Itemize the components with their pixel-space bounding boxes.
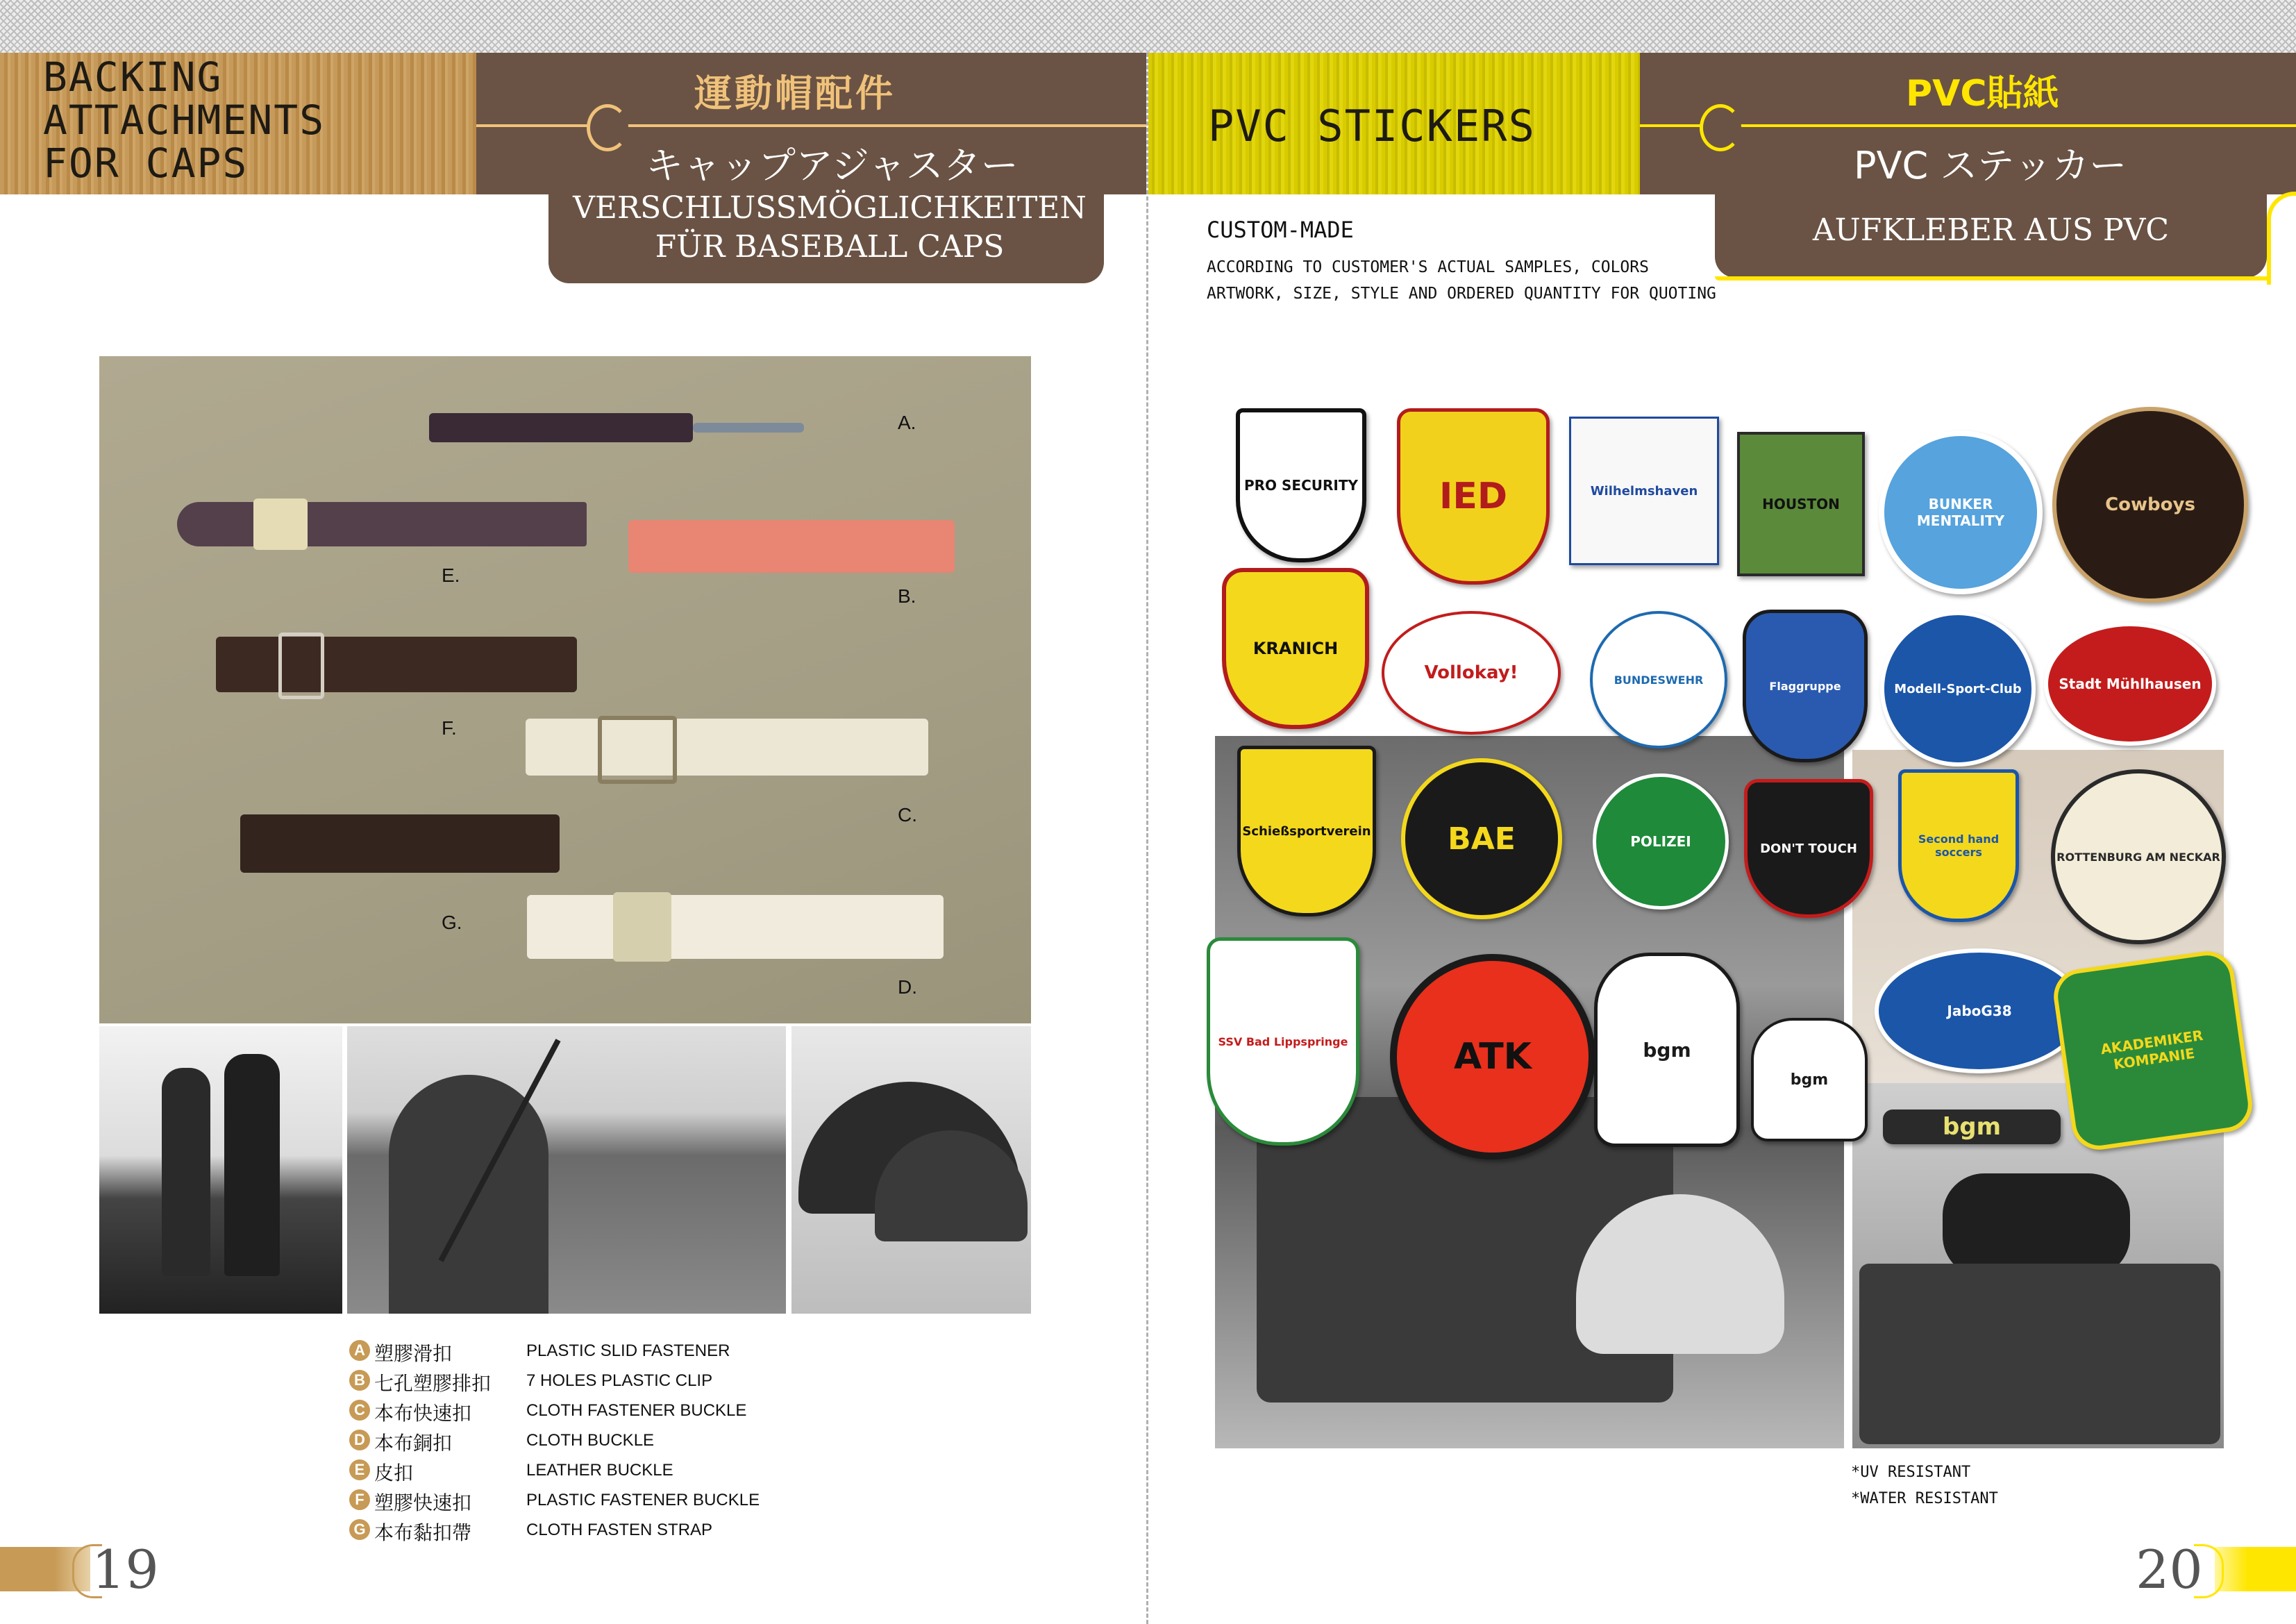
left-title-line: BACKING (43, 53, 223, 101)
caps-photo (791, 1026, 1031, 1314)
note-water-resistant: *WATER RESISTANT (1851, 1490, 1998, 1507)
left-title-line: FOR CAPS (43, 140, 249, 187)
legend-row-e (349, 1457, 835, 1484)
right-header-ring (1700, 104, 1741, 151)
sticker-modell-sport-club (1880, 611, 2036, 767)
legend-english: CLOTH BUCKLE (526, 1431, 655, 1450)
sticker-text: IED (1439, 476, 1508, 517)
left-german-line: FÜR BASEBALL CAPS (655, 229, 1005, 265)
hiker-silhouette (224, 1054, 280, 1276)
sticker-pro-security (1236, 408, 1366, 562)
right-title-japanese: PVC ステッカー (1854, 144, 2127, 187)
sticker-text: bgm (1942, 1113, 2002, 1141)
sticker-wilhelmshaven (1569, 417, 1719, 565)
sticker-text: Cowboys (2105, 494, 2195, 515)
legend-letter: G (349, 1519, 370, 1540)
sticker-dont-touch (1744, 779, 1873, 918)
right-page-number: 20 (2136, 1539, 2203, 1600)
strap-f-buckle (278, 633, 324, 699)
item-label-a: A. (898, 412, 916, 433)
note-uv-resistant: *UV RESISTANT (1851, 1464, 1971, 1481)
sticker-text: BUNKER MENTALITY (1916, 496, 2005, 529)
sticker-text: AKADEMIKER KOMPANIE (2100, 1026, 2204, 1073)
left-title-chinese: 運動帽配件 (694, 72, 896, 115)
sticker-polizei (1593, 773, 1729, 910)
sticker-text: BUNDESWEHR (1614, 673, 1704, 687)
sticker-text: Second hand soccers (1918, 832, 2000, 859)
sticker-text: KRANICH (1252, 639, 1339, 658)
sticker-text: POLIZEI (1630, 833, 1691, 850)
cap-fasteners-photo (99, 356, 1031, 1023)
legend-letter: F (349, 1489, 370, 1510)
sticker-rottenburg (2051, 769, 2226, 944)
legend-english: 7 HOLES PLASTIC CLIP (526, 1371, 713, 1390)
right-header-underline (1715, 276, 2296, 281)
sticker-text: Stadt Mühlhausen (2059, 676, 2202, 692)
legend-row-d (349, 1427, 835, 1455)
sticker-bundeswehr (1590, 611, 1727, 748)
sticker-schiesssportverein (1237, 746, 1376, 916)
right-title-chinese: PVC貼紙 (1906, 73, 2059, 115)
top-pattern-band (0, 0, 2296, 53)
item-label-c: C. (898, 804, 917, 826)
sticker-text: PRO SECURITY (1244, 477, 1358, 494)
sticker-atk (1390, 954, 1595, 1160)
legend-letter: D (349, 1430, 370, 1450)
sticker-text: BAE (1448, 821, 1516, 857)
sticker-bgm-character-large (1594, 953, 1740, 1147)
legend-english: PLASTIC FASTENER BUCKLE (526, 1491, 760, 1509)
left-header-ring (587, 104, 628, 151)
right-title-german: AUFKLEBER AUS PVC (1812, 212, 2170, 248)
left-title-german (555, 189, 1104, 267)
sticker-akademiker-kompanie (2050, 948, 2256, 1153)
legend-english: CLOTH FASTENER BUCKLE (526, 1401, 747, 1420)
legend-chinese: 七孔塑膠排扣 (374, 1372, 492, 1395)
right-page-number-bar (2215, 1547, 2296, 1591)
sticker-text: Modell-Sport-Club (1894, 681, 2022, 696)
sticker-cowboys (2052, 407, 2248, 603)
sticker-text: DON'T TOUCH (1760, 841, 1857, 856)
item-label-e: E. (442, 564, 460, 586)
sticker-kranich (1222, 568, 1369, 729)
legend-letter: E (349, 1459, 370, 1480)
hiker-silhouette (162, 1068, 210, 1276)
sticker-ied (1397, 408, 1550, 585)
strap-g-velcro (240, 814, 560, 873)
legend-chinese: 皮扣 (374, 1462, 414, 1484)
left-title-line: ATTACHMENTS (43, 97, 326, 144)
sticker-text: Vollokay! (1424, 662, 1518, 683)
custom-made-heading: CUSTOM-MADE (1207, 217, 1354, 243)
sticker-bae (1401, 758, 1562, 919)
legend-chinese: 本布銅扣 (374, 1432, 453, 1455)
legend-chinese: 本布黏扣帶 (374, 1521, 472, 1544)
custom-made-line: ACCORDING TO CUSTOMER'S ACTUAL SAMPLES, COLORS (1207, 258, 1649, 276)
strap-a-end (693, 423, 804, 433)
sticker-text: ATK (1454, 1036, 1532, 1078)
hikers-photo (99, 1026, 342, 1314)
sticker-bunker-mentality (1879, 430, 2043, 594)
item-label-f: F. (442, 717, 457, 739)
left-header-divider (476, 124, 1146, 127)
sticker-bgm-logo (1883, 1110, 2061, 1144)
case-shape (1859, 1264, 2220, 1444)
sticker-nwdsb (1382, 611, 1561, 735)
strap-b-pink-clip (628, 520, 955, 573)
sticker-text: Wilhelmshaven (1590, 483, 1698, 499)
sticker-flaggruppe (1743, 610, 1868, 762)
item-label-d: D. (898, 976, 917, 998)
legend-english: CLOTH FASTEN STRAP (526, 1521, 713, 1539)
strap-d-loop (613, 892, 671, 962)
legend-row-g (349, 1516, 835, 1544)
legend-chinese: 塑膠滑扣 (374, 1342, 453, 1365)
legend-letter: A (349, 1340, 370, 1361)
fishing-photo (347, 1026, 786, 1314)
right-header-corner (2267, 192, 2296, 285)
sticker-jabog38 (1875, 948, 2084, 1073)
legend-english: LEATHER BUCKLE (526, 1461, 673, 1480)
sticker-text: ROTTENBURG AM NECKAR (2056, 850, 2220, 864)
legend-row-b (349, 1367, 835, 1395)
sticker-houston (1737, 432, 1865, 576)
page-fold-line (1146, 53, 1148, 1624)
sticker-second-hand-soccers (1898, 769, 2019, 922)
legend-chinese: 本布快速扣 (374, 1402, 472, 1425)
strap-d-white-cloth (527, 895, 944, 959)
custom-made-line: ARTWORK, SIZE, STYLE AND ORDERED QUANTITY FOR QUOTING (1207, 285, 1716, 303)
legend-row-f (349, 1487, 835, 1514)
strap-f-dark-cloth (216, 637, 577, 692)
sticker-text: HOUSTON (1762, 496, 1840, 512)
angler-silhouette (389, 1075, 548, 1314)
right-page-title: PVC STICKERS (1208, 101, 1536, 151)
strap-e-loop (253, 499, 308, 550)
strap-c-white-cloth (526, 719, 928, 776)
sticker-text: JaboG38 (1947, 1003, 2012, 1019)
legend-english: PLASTIC SLID FASTENER (526, 1341, 730, 1360)
legend-letter: C (349, 1400, 370, 1421)
legend-row-c (349, 1397, 835, 1425)
strap-c-buckle (598, 716, 677, 784)
sticker-text: SSV Bad Lippspringe (1218, 1035, 1348, 1048)
sticker-text: Flaggruppe (1769, 679, 1841, 693)
binoculars-shape (1943, 1173, 2130, 1278)
left-page-number: 19 (92, 1539, 159, 1600)
left-title-japanese: キャップアジャスター (646, 144, 1019, 187)
sticker-text: bgm (1643, 1038, 1691, 1062)
sticker-text: bgm (1790, 1071, 1829, 1089)
left-german-line: VERSCHLUSSMÖGLICHKEITEN (573, 190, 1087, 226)
sticker-ssv-bad-lippspringe (1207, 937, 1359, 1146)
sticker-bgm-character-small (1751, 1018, 1868, 1141)
strap-e-leather (177, 502, 587, 546)
item-label-g: G. (442, 912, 462, 933)
legend-chinese: 塑膠快速扣 (374, 1491, 472, 1514)
left-page-title (43, 53, 326, 187)
item-label-b: B. (898, 585, 916, 607)
legend-letter: B (349, 1370, 370, 1391)
legend-row-a (349, 1337, 835, 1365)
sticker-text: Schießsportverein (1242, 823, 1371, 839)
strap-a-plastic-slide (429, 413, 693, 442)
sticker-stadt-muhlhausen (2044, 622, 2216, 746)
